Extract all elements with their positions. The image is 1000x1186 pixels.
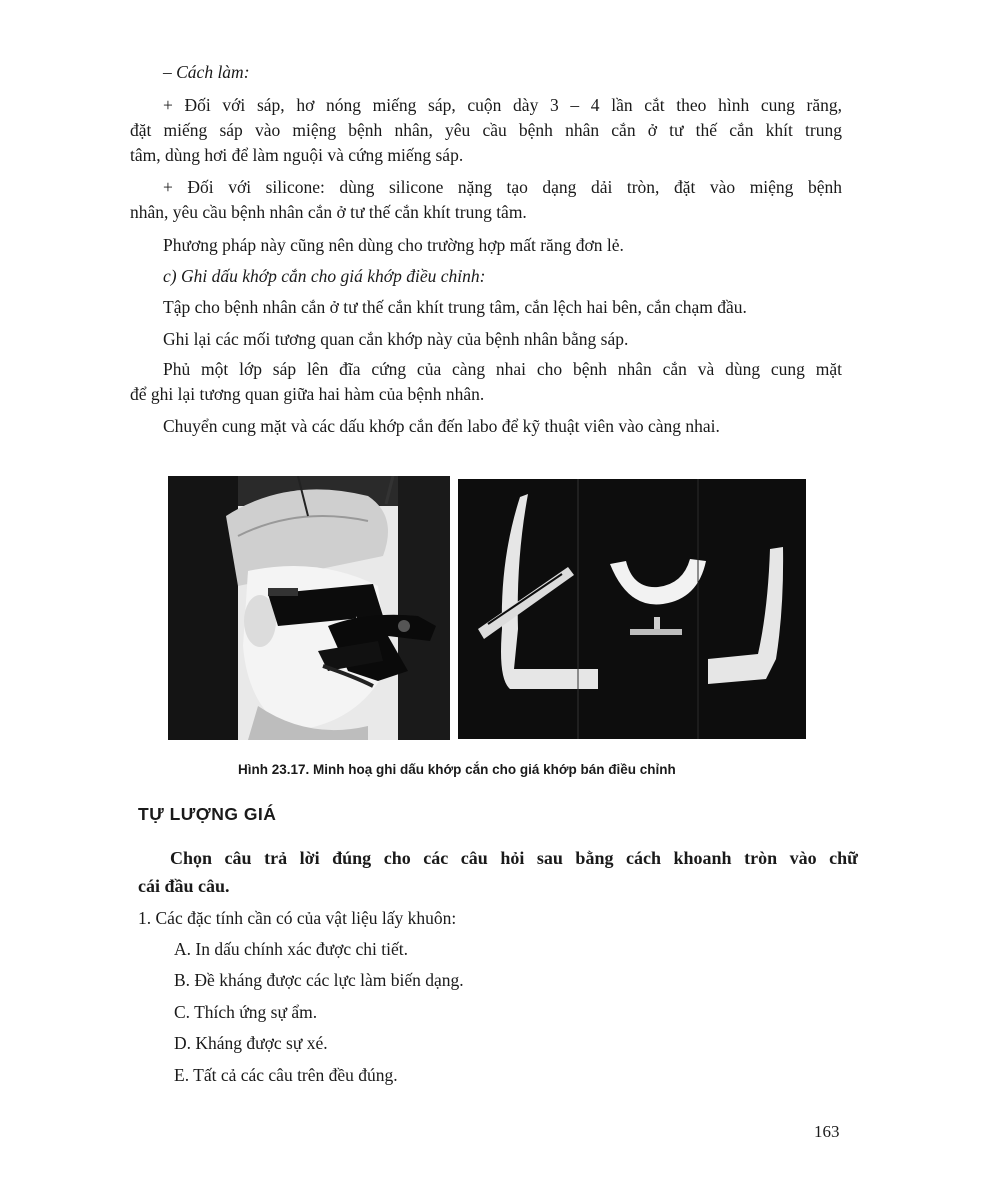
q1-option-d: D. Kháng được sự xé. <box>174 1033 328 1053</box>
figure-23-17 <box>168 476 806 740</box>
question-1: 1. Các đặc tính cần có của vật liệu lấy khuôn: <box>138 908 457 928</box>
subsection-c-heading: c) Ghi dấu khớp cắn cho giá khớp điều chỉnh: <box>163 266 486 286</box>
self-assessment-heading: TỰ LƯỢNG GIÁ <box>138 804 277 824</box>
cover-paragraph-line-2: để ghi lại tương quan giữa hai hàm của bệnh nhân. <box>130 384 485 404</box>
silicone-paragraph-line-1: + Đối với silicone: dùng silicone nặng tạo dạng dải tròn, đặt vào miệng bệnh <box>163 177 842 197</box>
silicone-paragraph-line-2: nhân, yêu cầu bệnh nhân cắn ở tư thế cắn khít trung tâm. <box>130 202 527 222</box>
page-number: 163 <box>814 1122 840 1141</box>
q1-option-c: C. Thích ứng sự ẩm. <box>174 1002 318 1022</box>
instruction-line-1: Chọn câu trả lời đúng cho các câu hỏi sau bằng cách khoanh tròn vào chữ <box>170 848 858 868</box>
q1-option-b: B. Đề kháng được các lực làm biến dạng. <box>174 970 464 990</box>
transfer-paragraph: Chuyển cung mặt và các dấu khớp cắn đến labo để kỹ thuật viên vào càng nhai. <box>163 416 720 436</box>
q1-option-e: E. Tất cả các câu trên đều đúng. <box>174 1065 398 1085</box>
wax-paragraph-line-3: tâm, dùng hơi để làm nguội và cứng miếng sáp. <box>130 145 464 165</box>
method-label: – Cách làm: <box>163 62 250 82</box>
wax-paragraph-line-1: + Đối với sáp, hơ nóng miếng sáp, cuộn dày 3 – 4 lần cắt theo hình cung răng, <box>163 95 842 115</box>
figure-caption: Hình 23.17. Minh hoạ ghi dấu khớp cắn cho giá khớp bán điều chỉnh <box>238 762 676 777</box>
cover-paragraph-line-1: Phủ một lớp sáp lên đĩa cứng của càng nhai cho bệnh nhân cắn và dùng cung mặt <box>163 359 842 379</box>
wax-paragraph-line-2: đặt miếng sáp vào miệng bệnh nhân, yêu cầu bệnh nhân cắn ở tư thế cắn khít trung <box>130 120 842 140</box>
train-bite-paragraph: Tập cho bệnh nhân cắn ở tư thế cắn khít trung tâm, cắn lệch hai bên, cắn chạm đầu. <box>163 297 747 317</box>
instruction-line-2: cái đầu câu. <box>138 876 230 896</box>
facebow-xray-image <box>458 479 806 739</box>
patient-facebow-photo <box>168 476 450 740</box>
q1-option-a: A. In dấu chính xác được chi tiết. <box>174 939 409 959</box>
record-wax-paragraph: Ghi lại các mối tương quan cắn khớp này của bệnh nhân bằng sáp. <box>163 329 629 349</box>
single-loss-paragraph: Phương pháp này cũng nên dùng cho trường hợp mất răng đơn lẻ. <box>163 235 624 255</box>
